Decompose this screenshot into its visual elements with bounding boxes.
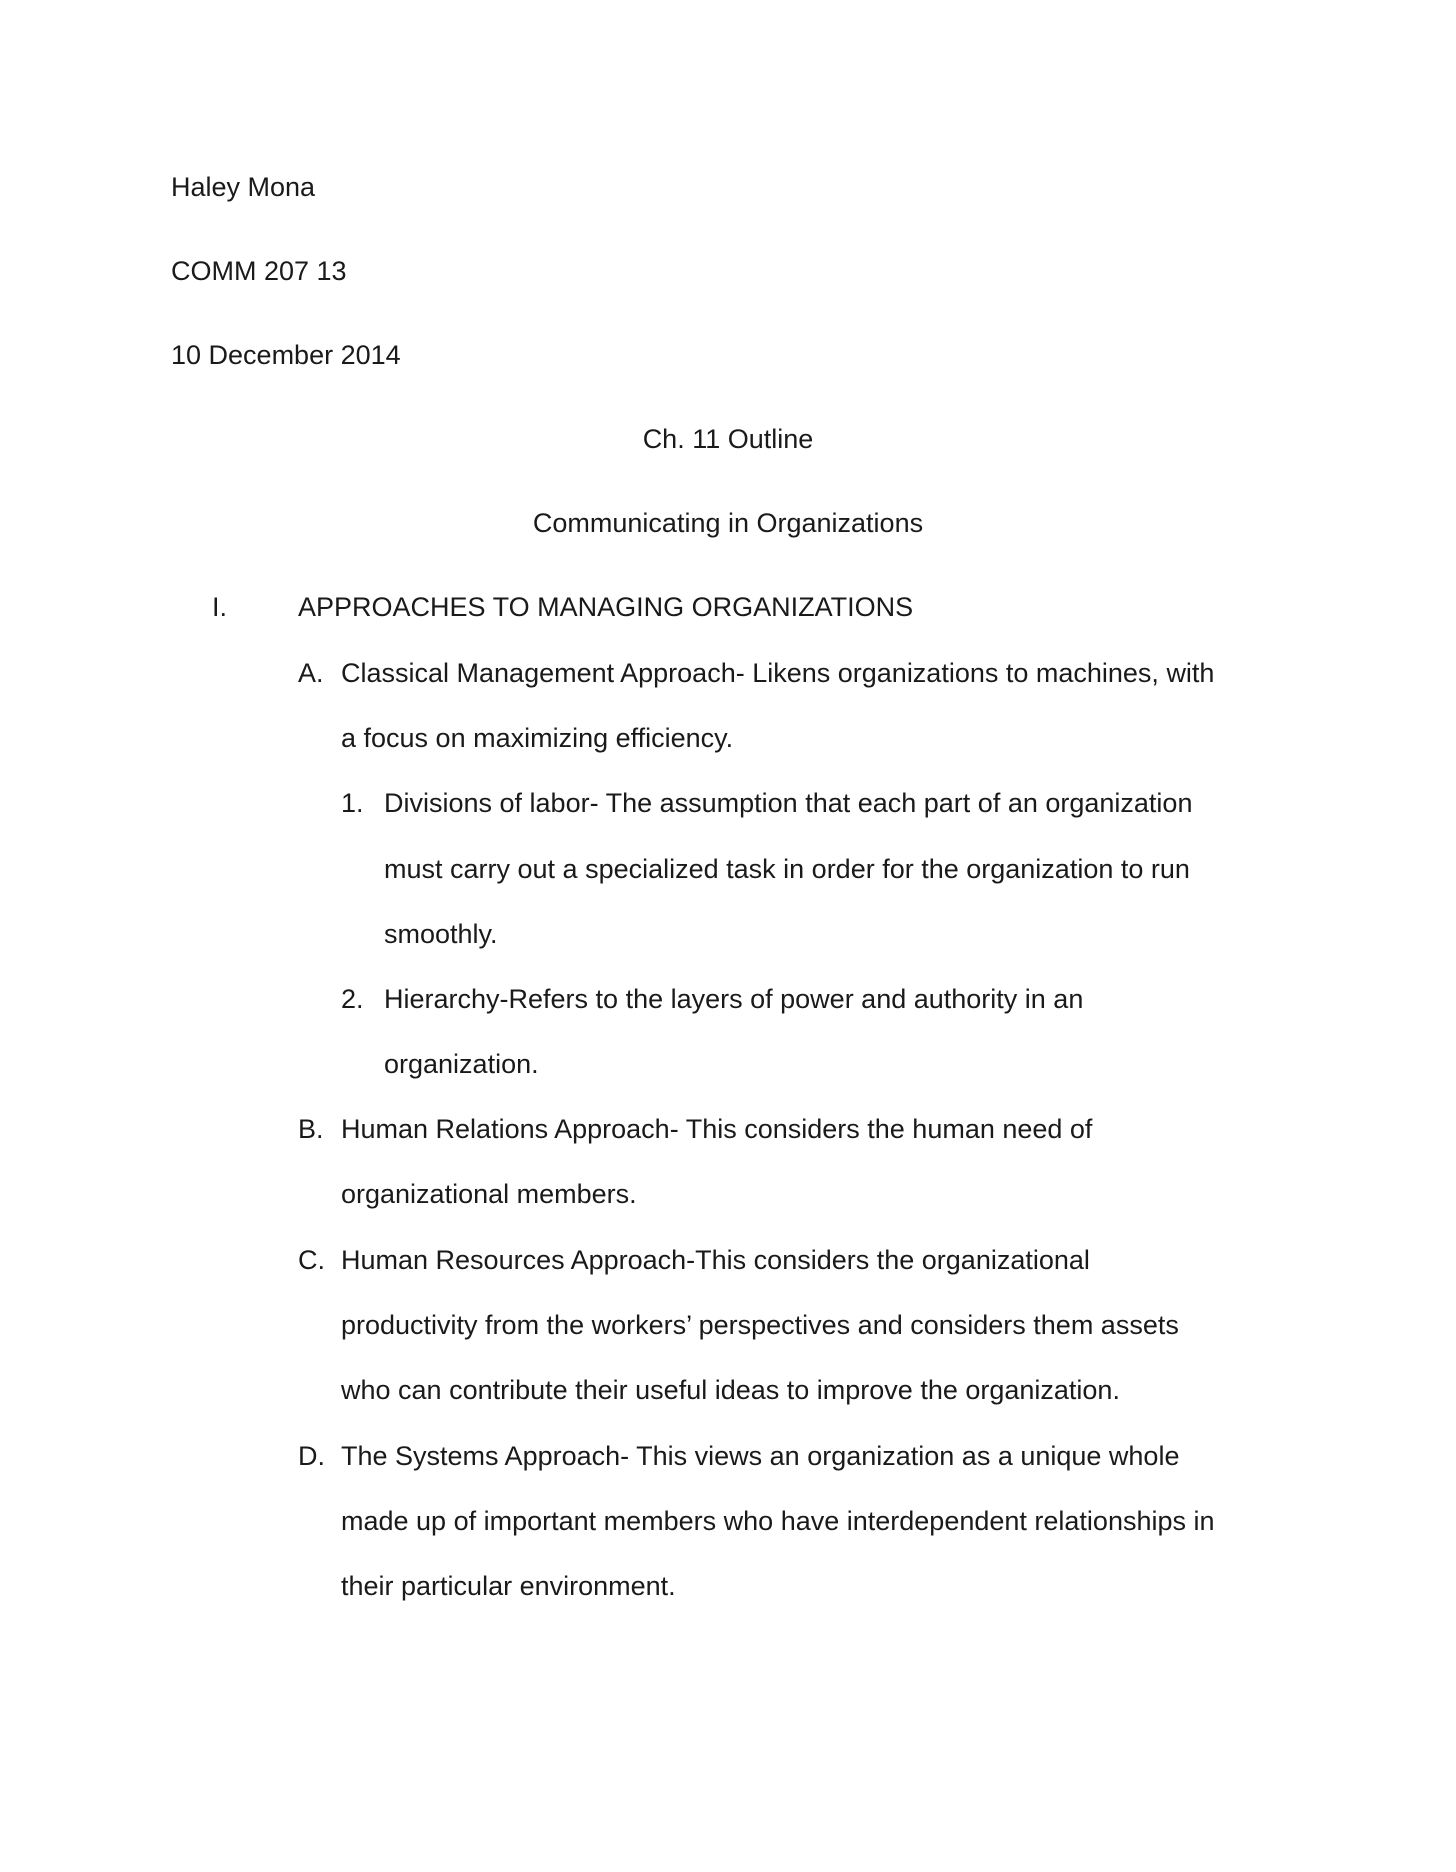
- outline-line: Human Relations Approach- This considers the human need of: [341, 1114, 1093, 1144]
- section-marker: I.: [212, 592, 228, 622]
- outline-line: Human Resources Approach-This considers the organizational: [341, 1245, 1090, 1275]
- outline-line: productivity from the workers’ perspectives and considers them assets: [341, 1310, 1179, 1340]
- outline-marker: B.: [298, 1114, 324, 1144]
- document-title: Ch. 11 Outline: [642, 424, 814, 454]
- outline-line: organization.: [384, 1049, 539, 1079]
- outline-line: The Systems Approach- This views an organization as a unique whole: [341, 1441, 1180, 1471]
- outline-marker: A.: [298, 658, 324, 688]
- outline-line: smoothly.: [384, 919, 498, 949]
- outline-line: their particular environment.: [341, 1571, 676, 1601]
- outline-line: made up of important members who have interdependent relationships in: [341, 1506, 1215, 1536]
- section-heading: APPROACHES TO MANAGING ORGANIZATIONS: [298, 592, 914, 622]
- outline-line: Divisions of labor- The assumption that each part of an organization: [384, 788, 1193, 818]
- outline-line: who can contribute their useful ideas to improve the organization.: [341, 1375, 1120, 1405]
- outline-line: Classical Management Approach- Likens organizations to machines, with: [341, 658, 1215, 688]
- outline-line: must carry out a specialized task in order for the organization to run: [384, 854, 1190, 884]
- outline-marker: D.: [298, 1441, 325, 1471]
- author-name: Haley Mona: [171, 172, 316, 202]
- outline-line: a focus on maximizing efficiency.: [341, 723, 734, 753]
- outline-marker: 2.: [341, 984, 364, 1014]
- document-subtitle: Communicating in Organizations: [532, 508, 924, 538]
- outline-marker: 1.: [341, 788, 364, 818]
- outline-line: organizational members.: [341, 1179, 637, 1209]
- outline-marker: C.: [298, 1245, 325, 1275]
- outline-line: Hierarchy-Refers to the layers of power and authority in an: [384, 984, 1084, 1014]
- document-date: 10 December 2014: [171, 340, 401, 370]
- course-code: COMM 207 13: [171, 256, 347, 286]
